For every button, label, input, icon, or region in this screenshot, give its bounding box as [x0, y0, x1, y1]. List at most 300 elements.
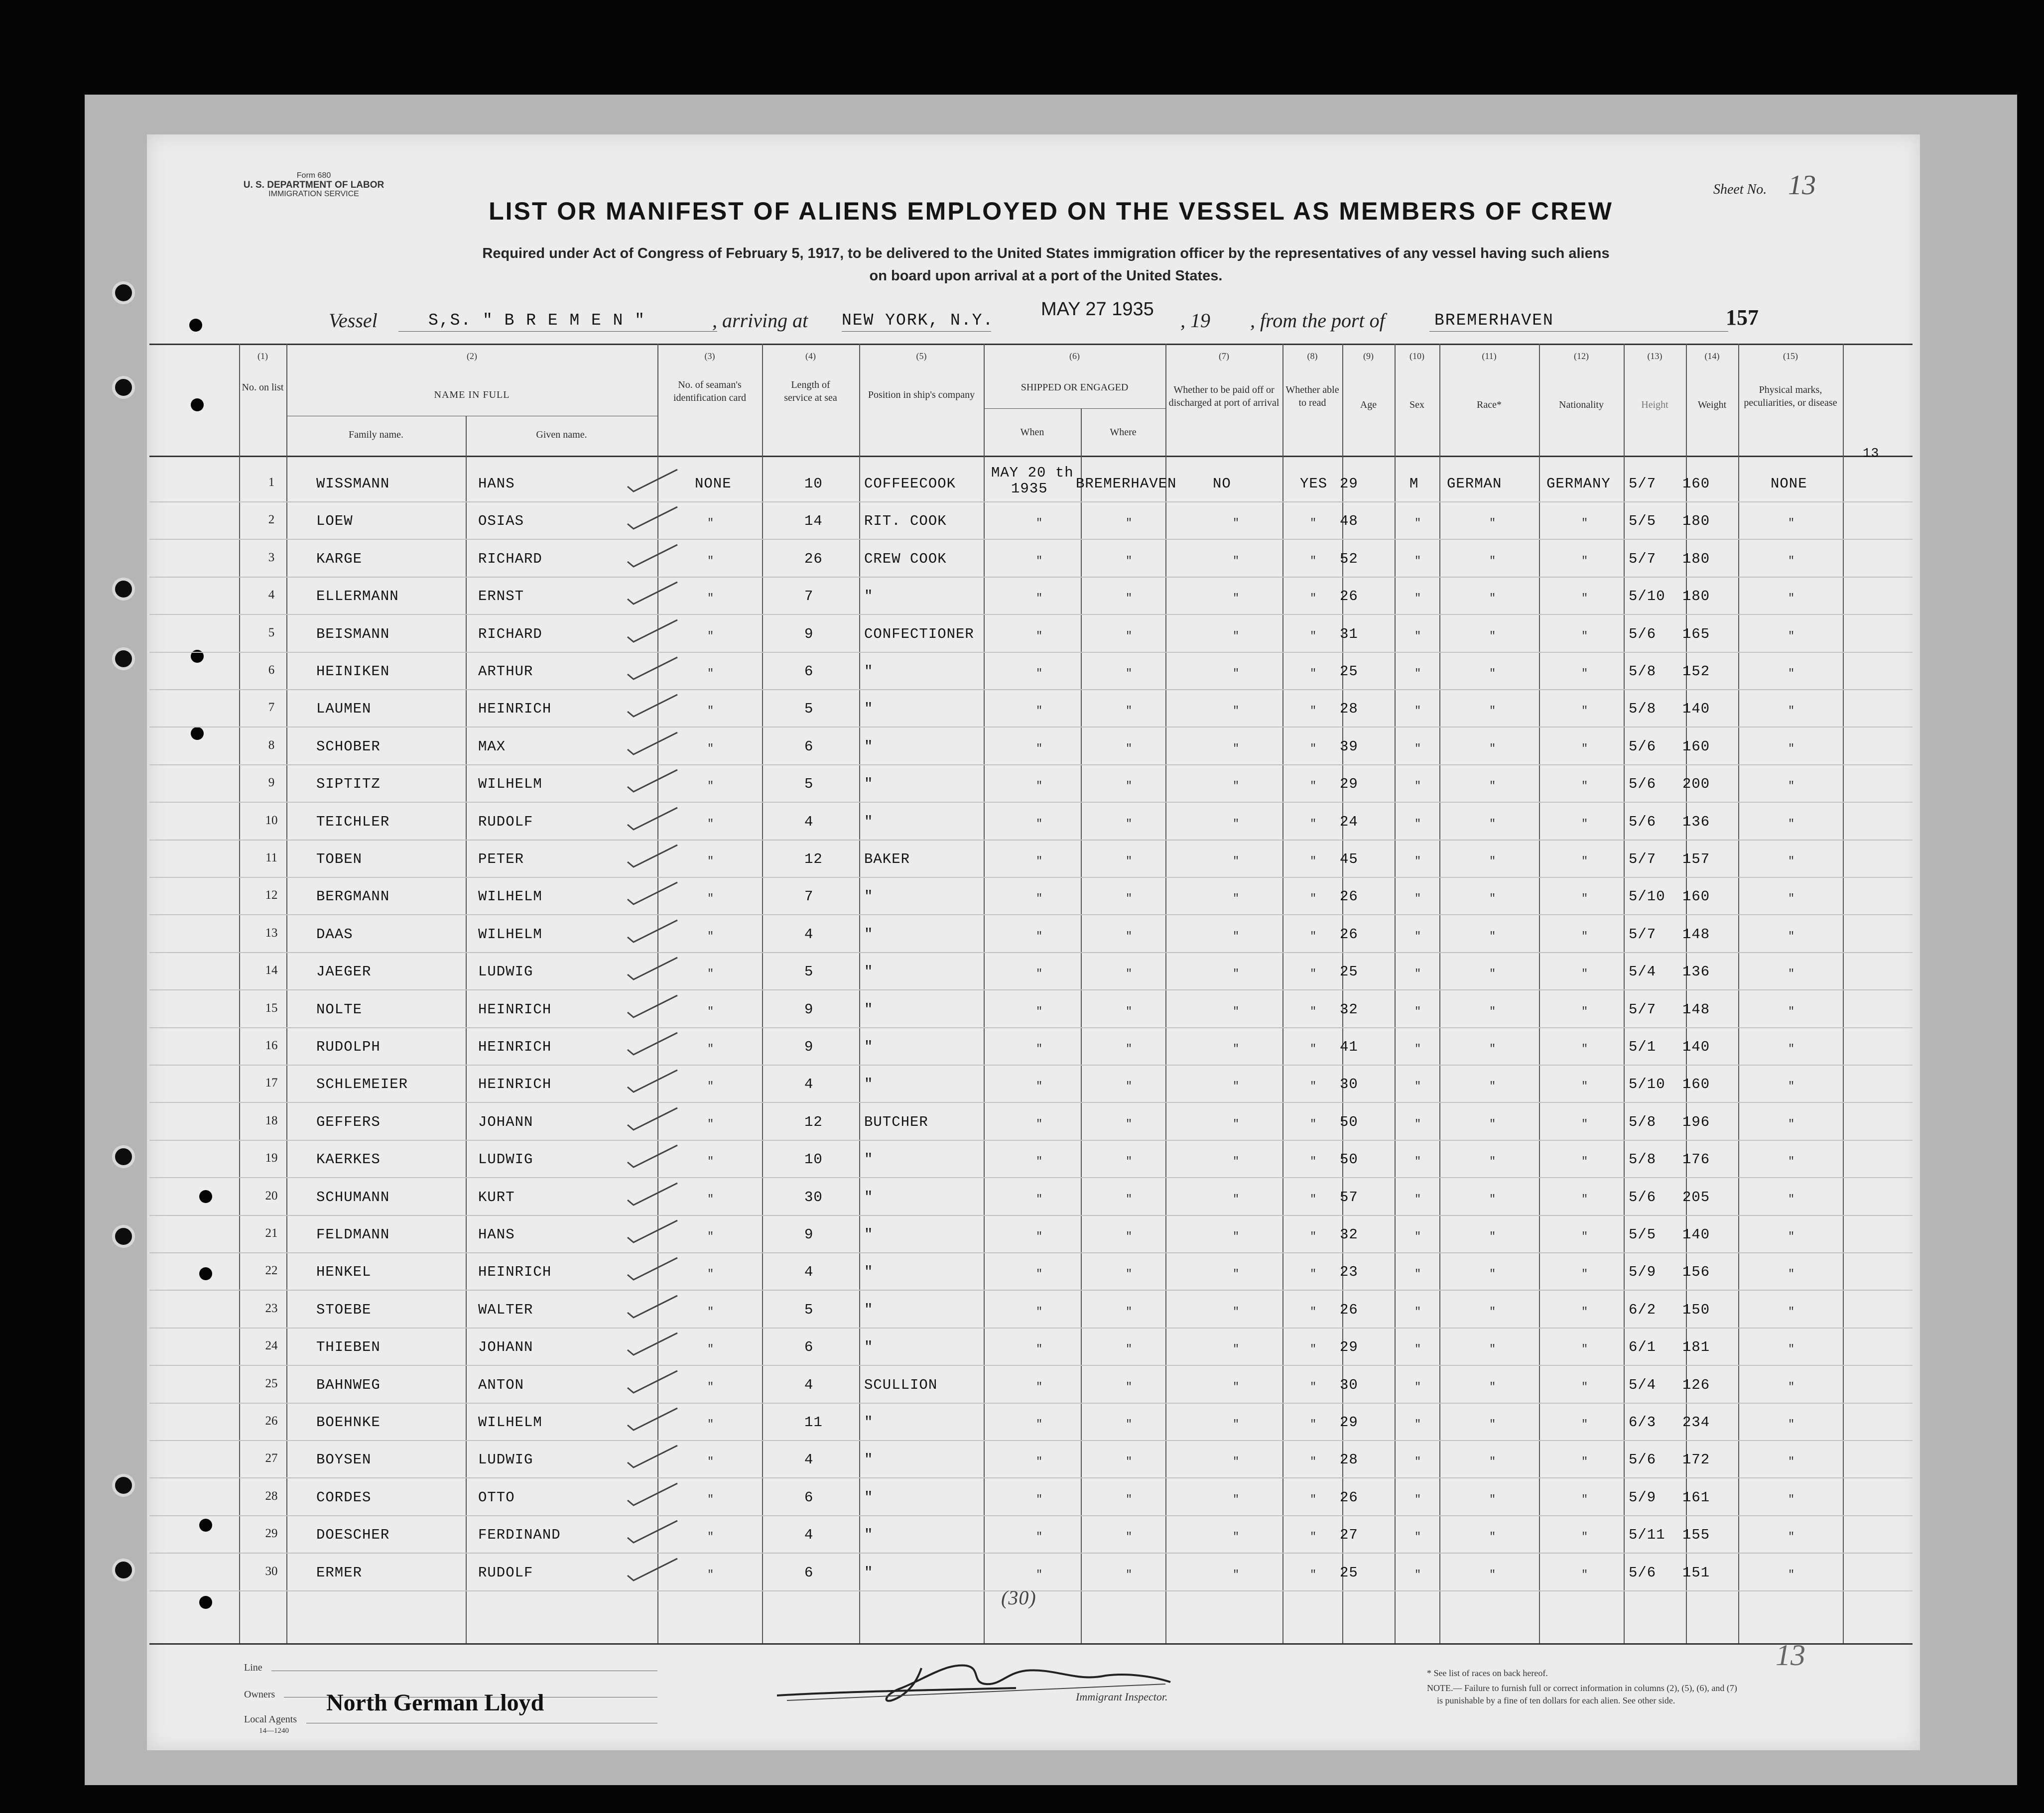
position: " [864, 813, 874, 830]
vessel-label: Vessel [329, 309, 378, 332]
height: 5/7 [1629, 926, 1657, 943]
service-length: 6 [804, 663, 814, 680]
marks-ditto: " [1788, 554, 1795, 567]
when-ditto: " [1036, 1380, 1043, 1393]
marks-ditto: " [1788, 1455, 1795, 1468]
row-rule [149, 1515, 1913, 1516]
sheet-number: 13 [1788, 170, 1816, 201]
punch-hole [189, 319, 202, 332]
height: 5/7 [1629, 1001, 1657, 1018]
marks-ditto: " [1788, 1005, 1795, 1018]
paid-off-ditto: " [1233, 855, 1240, 867]
nationality-ditto: " [1581, 817, 1588, 830]
given-name: WILHELM [478, 1414, 542, 1431]
punch-hole [191, 398, 204, 411]
margin-note: 13 [1863, 446, 1880, 461]
weight: 155 [1682, 1527, 1710, 1544]
card-ditto: " [707, 554, 714, 567]
family-name: KAERKES [316, 1151, 381, 1168]
height: 5/6 [1629, 1189, 1657, 1206]
total-count-note: (30) [1001, 1586, 1036, 1609]
height: 6/1 [1629, 1339, 1657, 1356]
row-number: 9 [268, 776, 275, 790]
service-length: 14 [804, 513, 823, 530]
row-rule [149, 1102, 1913, 1103]
when-ditto: " [1036, 892, 1043, 905]
from-port-label: , from the port of [1250, 309, 1385, 332]
weight: 180 [1682, 550, 1710, 567]
column-number: (5) [916, 351, 927, 361]
marks-ditto: " [1788, 930, 1795, 943]
age: 25 [1340, 1564, 1358, 1581]
binder-hole [112, 1559, 135, 1581]
family-name: BOYSEN [316, 1451, 372, 1468]
given-name: HEINRICH [478, 701, 552, 718]
age: 50 [1340, 1151, 1358, 1168]
height: 6/3 [1629, 1414, 1657, 1431]
read-ditto: " [1310, 1268, 1317, 1281]
sex-ditto: " [1414, 780, 1421, 793]
column-number: (13) [1647, 351, 1662, 361]
position: " [864, 1414, 874, 1431]
position: " [864, 1451, 874, 1468]
check-mark-icon [623, 466, 682, 495]
family-name: TOBEN [316, 851, 363, 867]
when-ditto: " [1036, 592, 1043, 605]
given-name: WALTER [478, 1301, 533, 1318]
row-rule [149, 1065, 1913, 1066]
family-name: SCHOBER [316, 738, 381, 755]
given-name: LUDWIG [478, 1451, 533, 1468]
service-length: 5 [804, 701, 814, 718]
position: " [864, 776, 874, 793]
nationality-ditto: " [1581, 855, 1588, 867]
service-length: 9 [804, 625, 814, 642]
family-name: RUDOLPH [316, 1039, 381, 1055]
weight: 140 [1682, 1226, 1710, 1243]
row-number: 10 [265, 813, 278, 827]
shipped-where: BREMERHAVEN [1076, 476, 1177, 492]
family-name: BEISMANN [316, 625, 390, 642]
nationality-ditto: " [1581, 1418, 1588, 1431]
race-ditto: " [1489, 1343, 1496, 1356]
row-number: 12 [265, 888, 278, 902]
paid-off-ditto: " [1233, 629, 1240, 642]
card-ditto: " [707, 1568, 714, 1581]
header-no-on-list: No. on list [242, 382, 284, 393]
service-length: 9 [804, 1226, 814, 1243]
sex-ditto: " [1414, 1155, 1421, 1168]
row-rule [149, 614, 1913, 615]
where-ditto: " [1126, 1343, 1133, 1356]
service-length: 26 [804, 550, 823, 567]
check-mark-icon [623, 1179, 682, 1209]
race-ditto: " [1489, 667, 1496, 680]
when-ditto: " [1036, 1005, 1043, 1018]
height: 5/5 [1629, 1226, 1657, 1243]
sex-ditto: " [1414, 855, 1421, 867]
paid-off-ditto: " [1233, 1230, 1240, 1243]
sex-ditto: " [1414, 1080, 1421, 1093]
service-length: 30 [804, 1189, 823, 1206]
footer-agents-label: Local Agents [244, 1714, 297, 1725]
inspector-label: Immigrant Inspector. [1076, 1691, 1168, 1703]
row-number: 27 [265, 1451, 278, 1465]
sheet-label: Sheet No. [1713, 182, 1767, 197]
paid-off-ditto: " [1233, 742, 1240, 755]
weight: 180 [1682, 588, 1710, 605]
given-name: HEINRICH [478, 1039, 552, 1055]
weight: 180 [1682, 513, 1710, 530]
race-ditto: " [1489, 1155, 1496, 1168]
form-code: 14—1240 [259, 1727, 289, 1735]
able-to-read-value: YES [1300, 476, 1328, 492]
given-name: HEINRICH [478, 1264, 552, 1281]
height: 5/7 [1629, 851, 1657, 867]
given-name: OSIAS [478, 513, 524, 530]
age: 26 [1340, 888, 1358, 905]
family-name: HENKEL [316, 1264, 372, 1281]
footer-line-label: Line [244, 1662, 262, 1673]
header-paid-off: Whether to be paid off or discharged at port of arrival [1168, 384, 1279, 408]
height: 5/7 [1629, 550, 1657, 567]
where-ditto: " [1126, 892, 1133, 905]
page-mark: 13 [1776, 1639, 1805, 1672]
read-ditto: " [1310, 1005, 1317, 1018]
row-number: 25 [265, 1376, 278, 1390]
check-mark-icon [623, 1141, 682, 1171]
age: 26 [1340, 1301, 1358, 1318]
service-length: 4 [804, 1076, 814, 1093]
position: " [864, 588, 874, 605]
paid-off-ditto: " [1233, 1531, 1240, 1544]
when-ditto: " [1036, 930, 1043, 943]
column-number: (9) [1363, 351, 1374, 361]
nationality-ditto: " [1581, 554, 1588, 567]
service-length: 7 [804, 888, 814, 905]
card-ditto: " [707, 667, 714, 680]
weight: 156 [1682, 1264, 1710, 1281]
read-ditto: " [1310, 930, 1317, 943]
race-ditto: " [1489, 1531, 1496, 1544]
sex-ditto: " [1414, 1117, 1421, 1130]
paid-off-ditto: " [1233, 554, 1240, 567]
arrival-port: NEW YORK, N.Y. [842, 311, 994, 330]
where-ditto: " [1126, 705, 1133, 718]
given-name: RICHARD [478, 625, 542, 642]
height: 5/4 [1629, 1376, 1657, 1393]
row-rule [149, 877, 1913, 878]
read-ditto: " [1310, 592, 1317, 605]
race-ditto: " [1489, 817, 1496, 830]
check-mark-icon [623, 841, 682, 871]
height: 5/11 [1629, 1527, 1665, 1544]
where-ditto: " [1126, 855, 1133, 867]
paid-off-ditto: " [1233, 705, 1240, 718]
column-number: (14) [1704, 351, 1720, 361]
table-top-rule [149, 344, 1913, 345]
nationality-ditto: " [1581, 1117, 1588, 1130]
seaman-card-value: NONE [695, 476, 732, 492]
sex-ditto: " [1414, 517, 1421, 530]
service-name: IMMIGRATION SERVICE [268, 189, 359, 198]
position: BAKER [864, 851, 910, 867]
column-number: (11) [1482, 351, 1497, 361]
row-rule [149, 802, 1913, 803]
where-ditto: " [1126, 1080, 1133, 1093]
form-number: Form 680 [296, 171, 331, 180]
binder-hole [112, 281, 135, 304]
race-ditto: " [1489, 967, 1496, 980]
sex-ditto: " [1414, 1305, 1421, 1318]
service-length: 9 [804, 1001, 814, 1018]
marks-ditto: " [1788, 1380, 1795, 1393]
height: 5/6 [1629, 776, 1657, 793]
family-name: CORDES [316, 1489, 372, 1506]
weight: 148 [1682, 1001, 1710, 1018]
fine-note-line-1: NOTE.— Failure to furnish full or correct information in columns (2), (5), (6), and (7) [1427, 1683, 1737, 1693]
age: 29 [1340, 1414, 1358, 1431]
row-number: 13 [265, 926, 278, 940]
row-number: 14 [265, 964, 278, 977]
race-ditto: " [1489, 1418, 1496, 1431]
position: " [864, 1339, 874, 1356]
row-rule [149, 952, 1913, 953]
weight: 148 [1682, 926, 1710, 943]
arrival-date-stamp: MAY 27 1935 [1041, 299, 1154, 320]
service-length: 11 [804, 1414, 823, 1431]
read-ditto: " [1310, 855, 1317, 867]
race-ditto: " [1489, 742, 1496, 755]
row-rule [149, 1477, 1913, 1478]
card-ditto: " [707, 1268, 714, 1281]
weight: 160 [1682, 1076, 1710, 1093]
row-number: 11 [265, 851, 278, 864]
sex-ditto: " [1414, 705, 1421, 718]
sex-ditto: " [1414, 930, 1421, 943]
when-ditto: " [1036, 1343, 1043, 1356]
paid-off-ditto: " [1233, 1568, 1240, 1581]
nationality-ditto: " [1581, 1005, 1588, 1018]
height: 5/1 [1629, 1039, 1657, 1055]
marks-ditto: " [1788, 1418, 1795, 1431]
check-mark-icon [623, 991, 682, 1021]
position: " [864, 1527, 874, 1544]
header-height: Height [1641, 399, 1668, 410]
paid-off-ditto: " [1233, 1380, 1240, 1393]
service-length: 6 [804, 1564, 814, 1581]
position: " [864, 888, 874, 905]
given-name: HEINRICH [478, 1076, 552, 1093]
nationality-ditto: " [1581, 1343, 1588, 1356]
card-ditto: " [707, 1305, 714, 1318]
when-ditto: " [1036, 629, 1043, 642]
service-length: 4 [804, 1376, 814, 1393]
header-given-name: Given name. [536, 429, 587, 440]
position: " [864, 663, 874, 680]
footer-owners-label: Owners [244, 1689, 275, 1700]
where-ditto: " [1126, 1268, 1133, 1281]
sex-ditto: " [1414, 1005, 1421, 1018]
given-name: ARTHUR [478, 663, 533, 680]
check-mark-icon [623, 916, 682, 946]
where-ditto: " [1126, 967, 1133, 980]
family-name: LAUMEN [316, 701, 372, 718]
age: 28 [1340, 1451, 1358, 1468]
read-ditto: " [1310, 967, 1317, 980]
paid-off-ditto: " [1233, 1418, 1240, 1431]
card-ditto: " [707, 855, 714, 867]
where-ditto: " [1126, 1043, 1133, 1055]
sex-ditto: " [1414, 667, 1421, 680]
height: 5/8 [1629, 701, 1657, 718]
service-length: 4 [804, 1451, 814, 1468]
height: 5/10 [1629, 888, 1665, 905]
check-mark-icon [623, 1555, 682, 1584]
height: 5/8 [1629, 1113, 1657, 1130]
where-ditto: " [1126, 1155, 1133, 1168]
height: 6/2 [1629, 1301, 1657, 1318]
position: CREW COOK [864, 550, 947, 567]
family-name: GEFFERS [316, 1113, 381, 1130]
service-length: 4 [804, 813, 814, 830]
column-number: (12) [1574, 351, 1589, 361]
marks-ditto: " [1788, 1193, 1795, 1206]
row-number: 28 [265, 1489, 278, 1503]
height: 5/9 [1629, 1264, 1657, 1281]
check-mark-icon [623, 503, 682, 533]
position: " [864, 1564, 874, 1581]
row-number: 19 [265, 1151, 278, 1165]
read-ditto: " [1310, 1343, 1317, 1356]
where-ditto: " [1126, 1117, 1133, 1130]
when-ditto: " [1036, 667, 1043, 680]
nationality-ditto: " [1581, 517, 1588, 530]
position: " [864, 701, 874, 718]
shipped-when: MAY 20 th [991, 465, 1074, 481]
age: 28 [1340, 701, 1358, 718]
service-length: 10 [804, 1151, 823, 1168]
race-ditto: " [1489, 1568, 1496, 1581]
header-where: Where [1110, 427, 1137, 438]
row-rule [149, 577, 1913, 578]
given-name: WILHELM [478, 926, 542, 943]
when-ditto: " [1036, 1493, 1043, 1506]
nationality-ditto: " [1581, 1305, 1588, 1318]
where-ditto: " [1126, 1305, 1133, 1318]
race-ditto: " [1489, 629, 1496, 642]
where-ditto: " [1126, 1531, 1133, 1544]
row-rule [149, 1553, 1913, 1554]
sex-ditto: " [1414, 1268, 1421, 1281]
read-ditto: " [1310, 705, 1317, 718]
given-name: RICHARD [478, 550, 542, 567]
nationality-ditto: " [1581, 667, 1588, 680]
race-ditto: " [1489, 1193, 1496, 1206]
race-ditto: " [1489, 1268, 1496, 1281]
row-number: 18 [265, 1113, 278, 1127]
height: 5/8 [1629, 1151, 1657, 1168]
card-ditto: " [707, 967, 714, 980]
weight: 181 [1682, 1339, 1710, 1356]
weight: 126 [1682, 1376, 1710, 1393]
service-length: 7 [804, 588, 814, 605]
when-ditto: " [1036, 967, 1043, 980]
binder-hole [112, 647, 135, 670]
sex-ditto: " [1414, 967, 1421, 980]
when-ditto: " [1036, 780, 1043, 793]
given-name: RUDOLF [478, 1564, 533, 1581]
given-name: PETER [478, 851, 524, 867]
card-ditto: " [707, 930, 714, 943]
family-name: DOESCHER [316, 1527, 390, 1544]
given-name: OTTO [478, 1489, 515, 1506]
paid-off-ditto: " [1233, 592, 1240, 605]
age: 31 [1340, 625, 1358, 642]
check-mark-icon [623, 1367, 682, 1397]
family-name: STOEBE [316, 1301, 372, 1318]
card-ditto: " [707, 1380, 714, 1393]
nationality-ditto: " [1581, 1568, 1588, 1581]
given-name: FERDINAND [478, 1527, 561, 1544]
height: 5/6 [1629, 1564, 1657, 1581]
marks-ditto: " [1788, 1305, 1795, 1318]
read-ditto: " [1310, 517, 1317, 530]
nationality-value: GERMANY [1546, 476, 1611, 492]
sex-ditto: " [1414, 1531, 1421, 1544]
age: 57 [1340, 1189, 1358, 1206]
race-ditto: " [1489, 1305, 1496, 1318]
row-rule [149, 840, 1913, 841]
card-ditto: " [707, 1418, 714, 1431]
sex-ditto: " [1414, 817, 1421, 830]
nationality-ditto: " [1581, 930, 1588, 943]
header-seaman-card: No. of seaman's identification card [673, 379, 747, 403]
marks-ditto: " [1788, 967, 1795, 980]
position: " [864, 1189, 874, 1206]
marks-ditto: " [1788, 742, 1795, 755]
card-ditto: " [707, 1493, 714, 1506]
binder-hole [112, 1145, 135, 1168]
nationality-ditto: " [1581, 1230, 1588, 1243]
row-rule [149, 539, 1913, 540]
check-mark-icon [623, 653, 682, 683]
marks-ditto: " [1788, 892, 1795, 905]
card-ditto: " [707, 1343, 714, 1356]
age: 30 [1340, 1076, 1358, 1093]
row-rule [149, 1440, 1913, 1441]
read-ditto: " [1310, 780, 1317, 793]
service-length: 5 [804, 1301, 814, 1318]
nationality-ditto: " [1581, 1080, 1588, 1093]
row-number: 17 [265, 1076, 278, 1090]
service-length: 10 [804, 476, 823, 492]
row-number: 5 [268, 625, 275, 639]
weight: 172 [1682, 1451, 1710, 1468]
where-ditto: " [1126, 1380, 1133, 1393]
where-ditto: " [1126, 1568, 1133, 1581]
age: 48 [1340, 513, 1358, 530]
departure-port: BREMERHAVEN [1434, 311, 1554, 330]
check-mark-icon [623, 1029, 682, 1059]
column-number: (15) [1783, 351, 1798, 361]
paid-off-ditto: " [1233, 1268, 1240, 1281]
subtitle-line-1: Required under Act of Congress of February 5, 1917, to be delivered to the United States immigration officer by the representatives of any vessel having such aliens [482, 245, 1610, 261]
nationality-ditto: " [1581, 780, 1588, 793]
row-rule [149, 689, 1913, 690]
where-ditto: " [1126, 592, 1133, 605]
binder-hole [112, 1225, 135, 1248]
